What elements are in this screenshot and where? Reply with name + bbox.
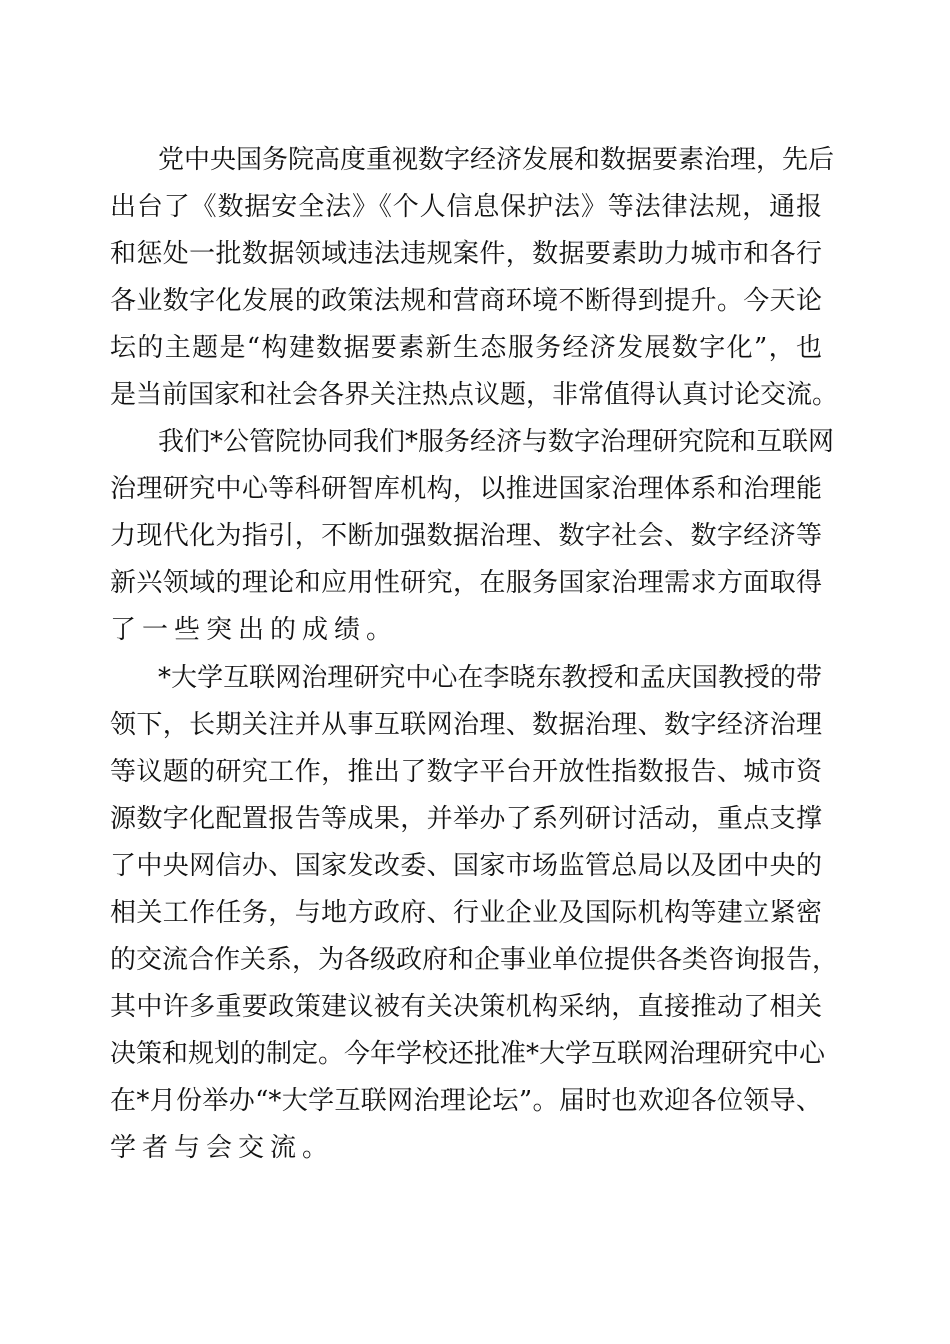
text-line: 在*月份举办“*大学互联网治理论坛”。届时也欢迎各位领导、 <box>110 1085 822 1116</box>
text-line: 新兴领域的理论和应用性研究，在服务国家治理需求方面取得 <box>110 568 822 599</box>
text-line: 出台了《数据安全法》《个人信息保护法》等法律法规，通报 <box>110 192 822 223</box>
text-line: 党中央国务院高度重视数字经济发展和数据要素治理，先后 <box>158 145 835 175</box>
text-line: 学者与会交流。 <box>110 1132 335 1163</box>
paragraph <box>110 655 839 1173</box>
text-line: 和惩处一批数据领域违法违规案件，数据要素助力城市和各行 <box>110 239 822 270</box>
text-line: 力现代化为指引，不断加强数据治理、数字社会、数字经济等 <box>110 521 822 552</box>
text-line: *大学互联网治理研究中心在李晓东教授和孟庆国教授的带 <box>158 662 822 693</box>
paragraph <box>110 137 839 419</box>
text-line: 其中许多重要政策建议被有关决策机构采纳，直接推动了相关 <box>110 991 822 1022</box>
text-line: 源数字化配置报告等成果，并举办了系列研讨活动，重点支撑 <box>110 803 822 834</box>
text-line: 坛的主题是“构建数据要素新生态服务经济发展数字化”，也 <box>110 333 822 364</box>
text-line: 是当前国家和社会各界关注热点议题，非常值得认真讨论交流。 <box>110 380 839 411</box>
document-body <box>110 137 839 1172</box>
text-line: 决策和规划的制定。今年学校还批准*大学互联网治理研究中心 <box>110 1038 826 1069</box>
text-line: 等议题的研究工作，推出了数字平台开放性指数报告、城市资 <box>110 756 822 787</box>
text-line: 我们*公管院协同我们*服务经济与数字治理研究院和互联网 <box>158 427 835 458</box>
text-line: 的交流合作关系，为各级政府和企事业单位提供各类咨询报告， <box>110 944 839 975</box>
text-line: 治理研究中心等科研智库机构，以推进国家治理体系和治理能 <box>110 474 822 505</box>
text-line: 相关工作任务，与地方政府、行业企业及国际机构等建立紧密 <box>110 897 822 928</box>
text-line: 领下，长期关注并从事互联网治理、数据治理、数字经济治理 <box>110 709 822 740</box>
text-line: 了中央网信办、国家发改委、国家市场监管总局以及团中央的 <box>110 850 822 881</box>
text-line: 各业数字化发展的政策法规和营商环境不断得到提升。今天论 <box>110 286 822 317</box>
text-line: 了一些突出的成绩。 <box>110 615 399 646</box>
paragraph <box>110 419 835 654</box>
